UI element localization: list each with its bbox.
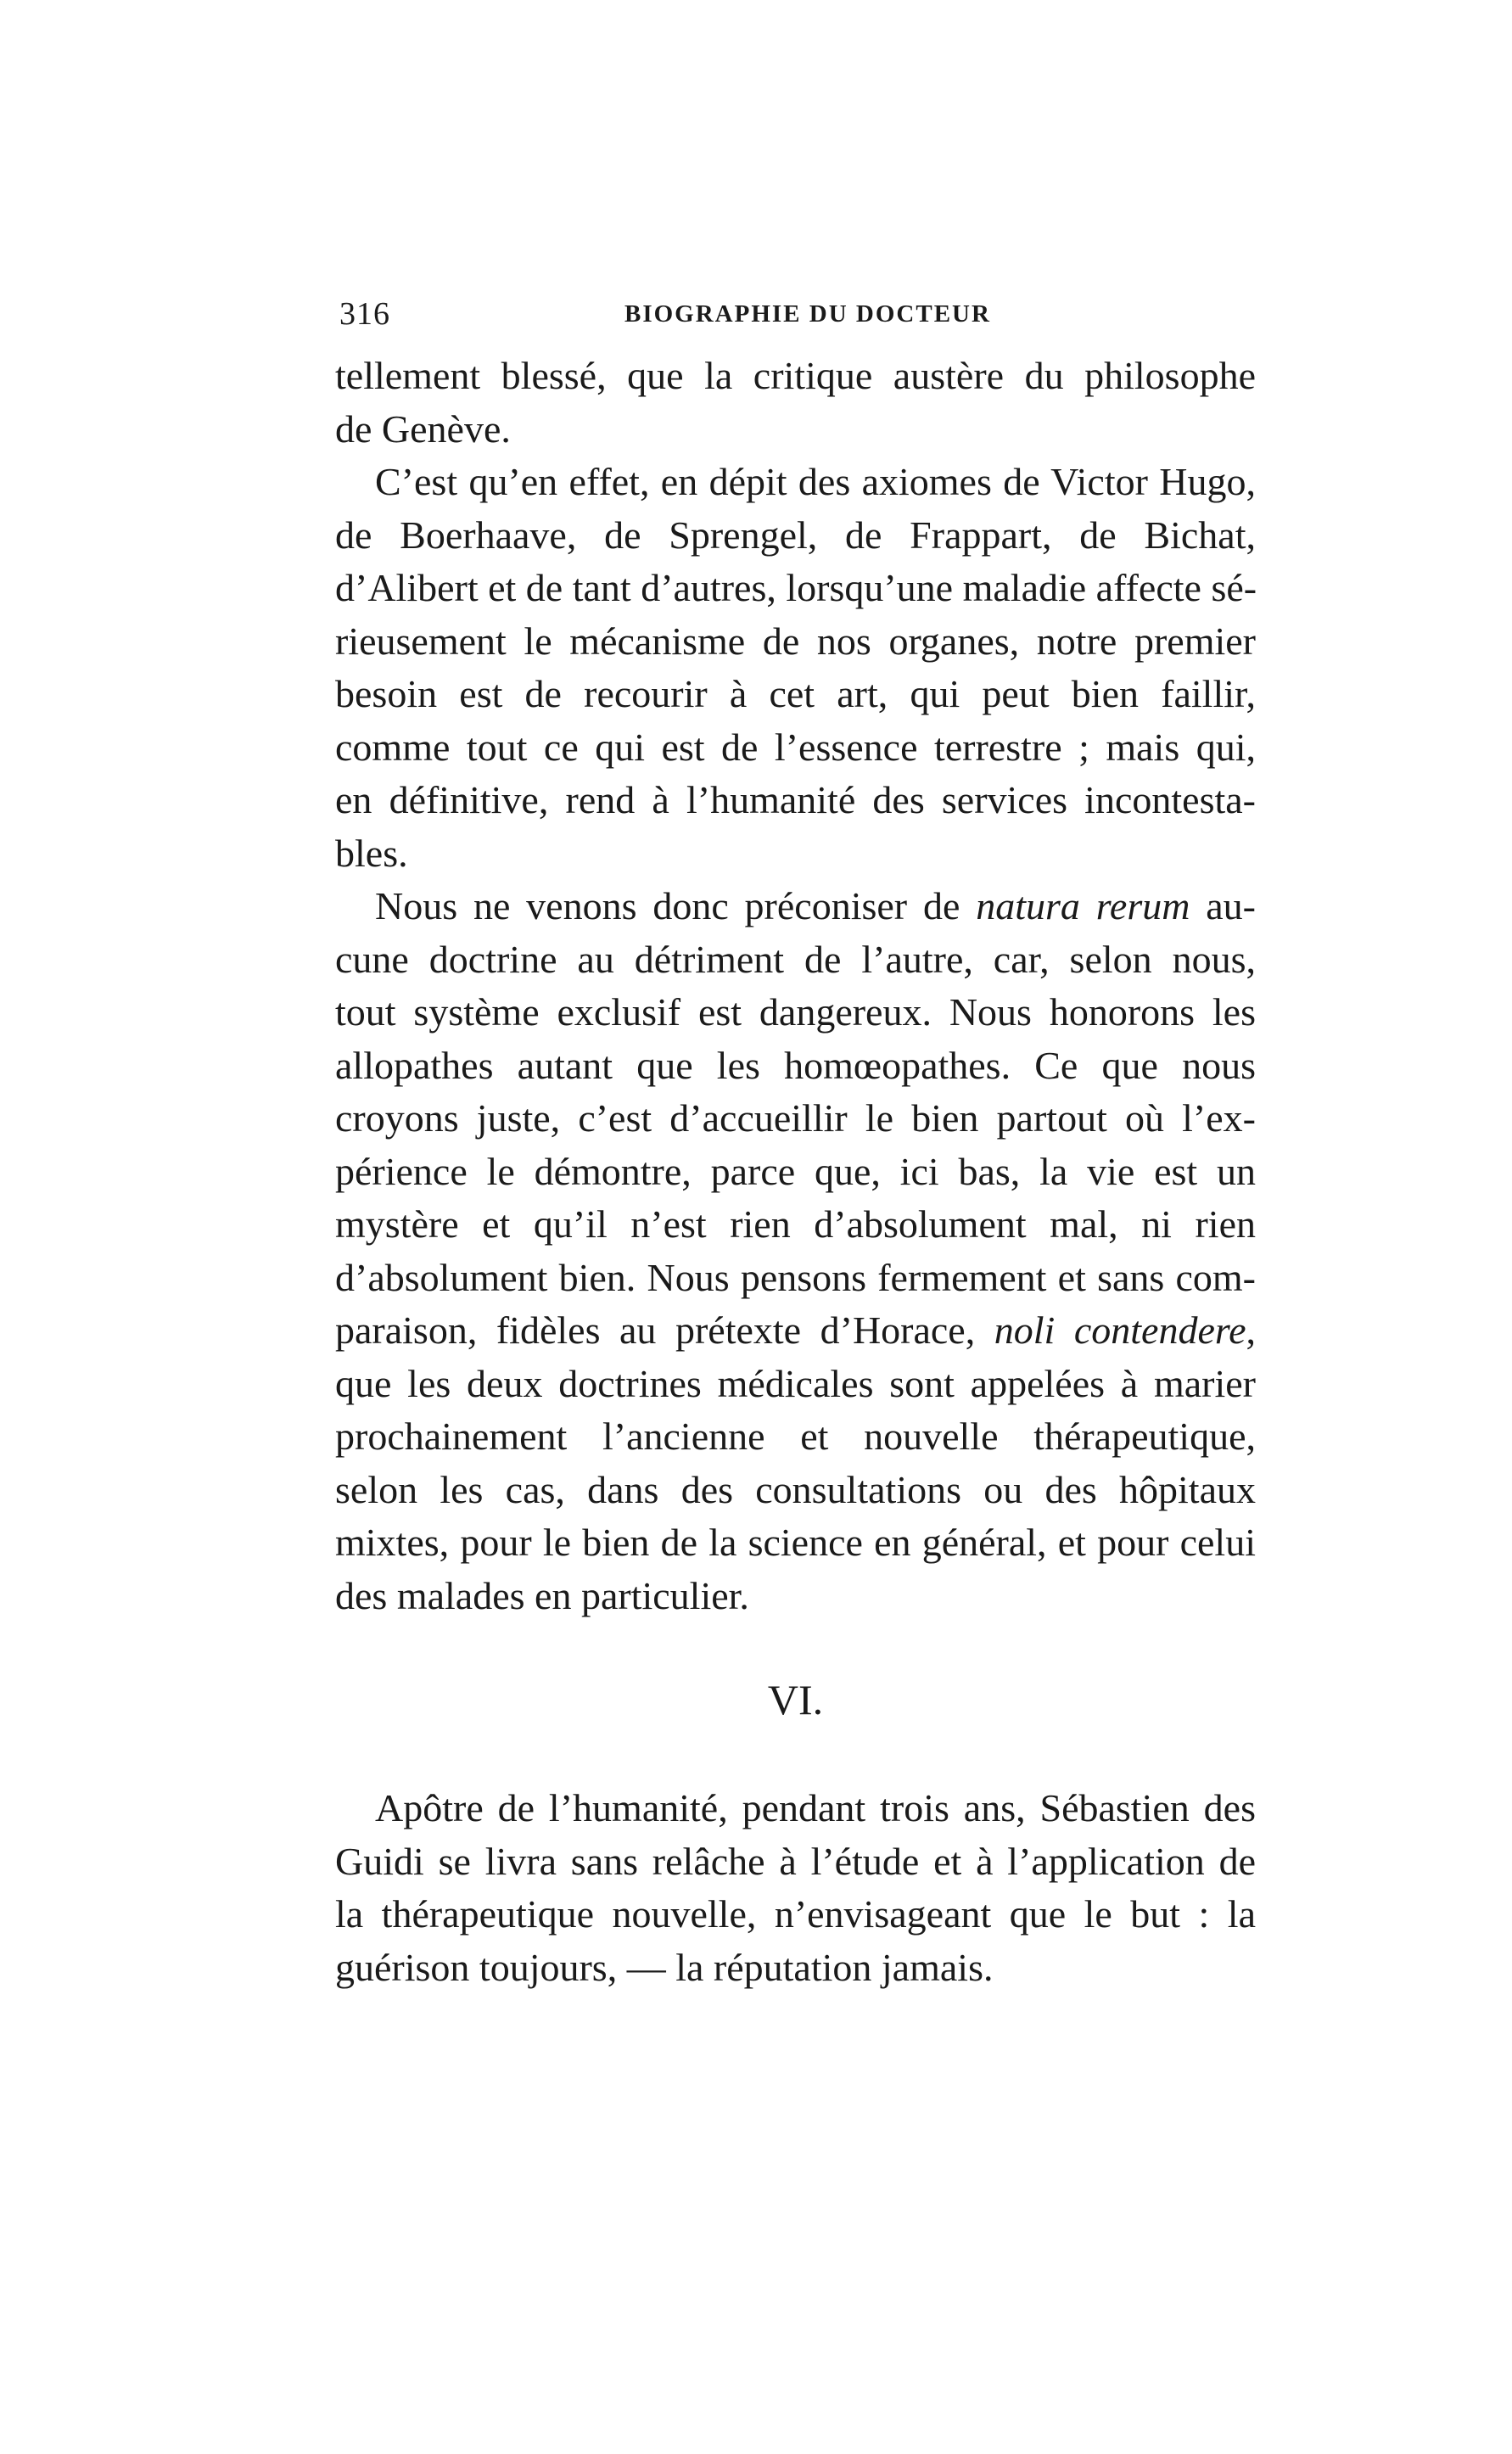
running-head <box>339 295 1256 338</box>
text-line: périence le démontre, parce que, ici bas, la vie est un <box>335 1150 1256 1193</box>
text-line: selon les cas, dans des consultations ou des hôpitaux <box>335 1468 1256 1511</box>
text-line: la thérapeutique nouvelle, n’envisageant que le but : la <box>335 1892 1256 1936</box>
text-line: des malades en particulier. <box>335 1574 749 1617</box>
text-run: , <box>1246 1308 1256 1352</box>
text-line: Apôtre de l’humanité, pendant trois ans, Sébastien des <box>375 1786 1256 1829</box>
italic-phrase: natura rerum <box>976 884 1190 927</box>
text-line: bles. <box>335 832 408 875</box>
text-line: guérison toujours, — la réputation jamais. <box>335 1946 994 1989</box>
text-line: tellement blessé, que la critique austère du philosophe <box>335 354 1256 397</box>
text-line: C’est qu’en effet, en dépit des axiomes de Victor Hugo, <box>375 460 1256 503</box>
text-line <box>375 880 1256 933</box>
text-line: croyons juste, c’est d’accueillir le bien partout où l’ex- <box>335 1096 1256 1140</box>
text-line: mixtes, pour le bien de la science en général, et pour celui <box>335 1521 1256 1564</box>
text-line: d’absolument bien. Nous pensons fermement et sans com- <box>335 1256 1256 1299</box>
section-heading: VI. <box>767 1676 824 1723</box>
text-line: tout système exclusif est dangereux. Nous honorons les <box>335 990 1256 1034</box>
text-line: de Genève. <box>335 407 511 451</box>
text-line: allopathes autant que les homœopathes. Ce que nous <box>335 1044 1256 1087</box>
text-line: que les deux doctrines médicales sont appelées à marier <box>335 1362 1256 1405</box>
italic-phrase: noli contendere <box>994 1308 1246 1352</box>
text-line: cune doctrine au détriment de l’autre, car, selon nous, <box>335 938 1256 981</box>
text-line: comme tout ce qui est de l’essence terrestre ; mais qui, <box>335 726 1256 769</box>
text-line: Guidi se livra sans relâche à l’étude et à l’application de <box>335 1840 1256 1883</box>
text-line: mystère et qu’il n’est rien d’absolument mal, ni rien <box>335 1202 1256 1246</box>
text-line: d’Alibert et de tant d’autres, lorsqu’une maladie affecte sé- <box>335 566 1257 609</box>
text-line: en définitive, rend à l’humanité des services incontesta- <box>335 778 1256 821</box>
running-title: BIOGRAPHIE DU DOCTEUR <box>624 300 991 328</box>
text-line <box>335 1304 1256 1357</box>
text-run: Nous ne venons donc préconiser de <box>375 884 960 927</box>
text-line: besoin est de recourir à cet art, qui peut bien faillir, <box>335 672 1256 715</box>
page-number: 316 <box>339 296 390 332</box>
text-line: prochainement l’ancienne et nouvelle thérapeutique, <box>335 1415 1256 1458</box>
text-run: paraison, fidèles au prétexte d’Horace, <box>335 1308 976 1352</box>
text-line: de Boerhaave, de Sprengel, de Frappart, de Bichat, <box>335 513 1256 557</box>
text-line: rieusement le mécanisme de nos organes, notre premier <box>335 619 1256 663</box>
text-run: au- <box>1206 884 1257 927</box>
